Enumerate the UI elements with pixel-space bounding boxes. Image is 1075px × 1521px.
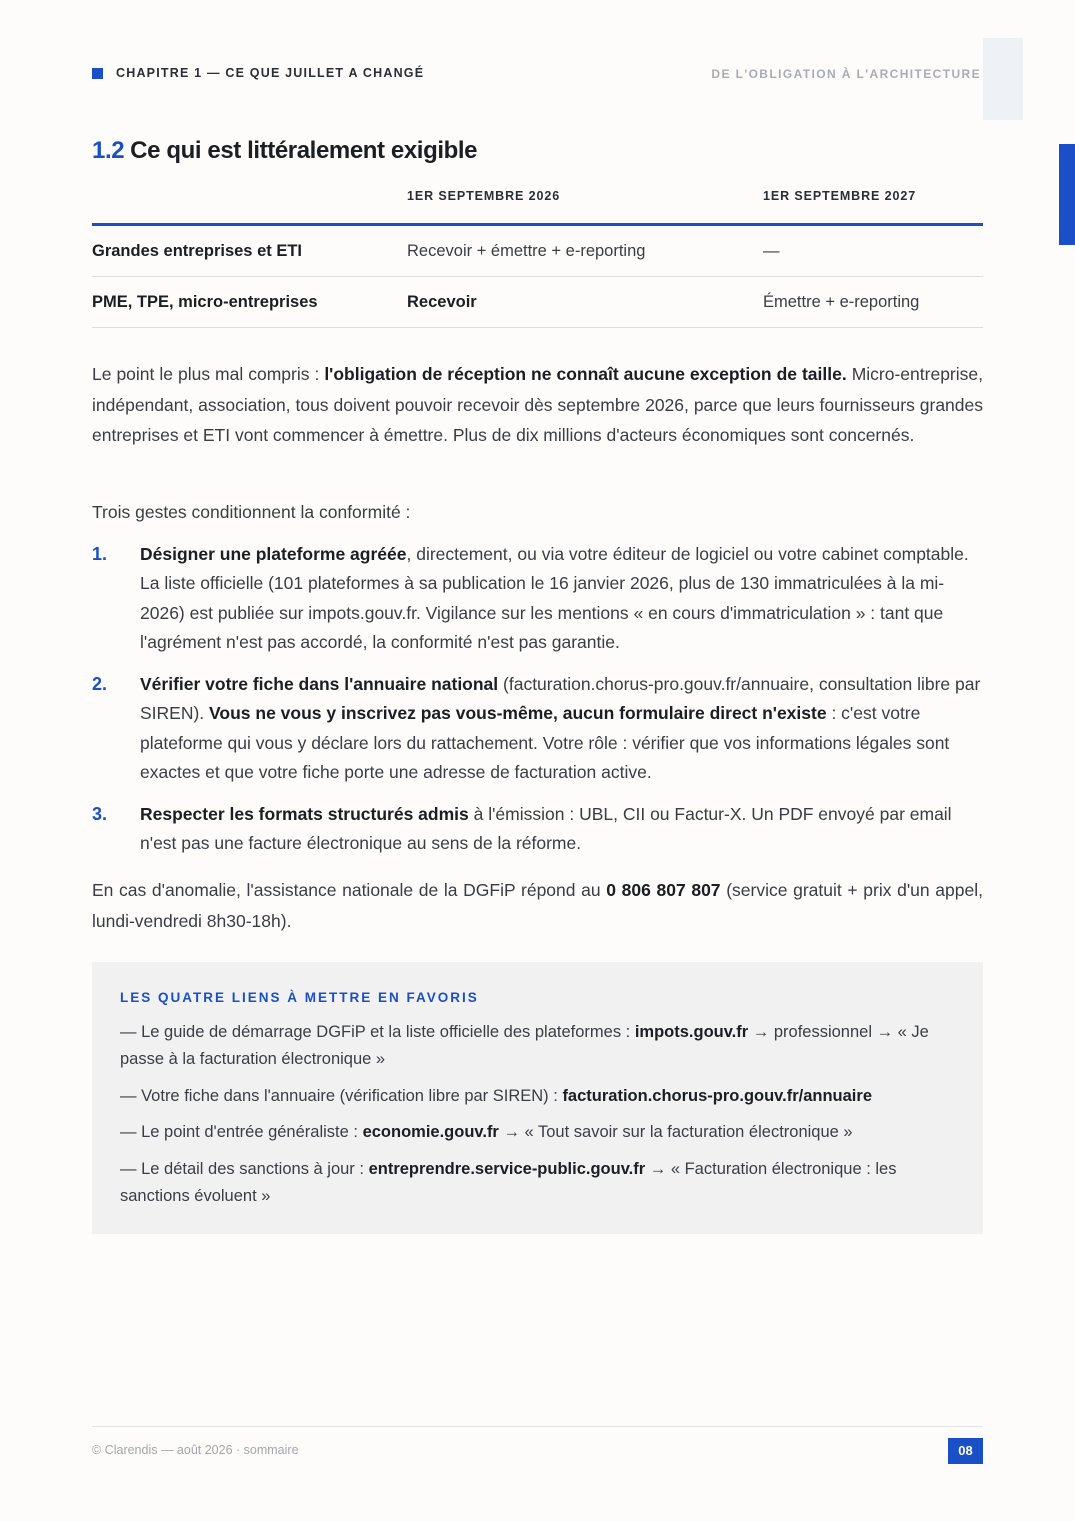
table-cell: — xyxy=(763,225,983,277)
steps-intro: Trois gestes conditionnent la conformité : xyxy=(92,502,411,522)
bookmark-item xyxy=(120,1119,960,1146)
bookmarks-box xyxy=(92,962,983,1234)
section-number: 1.2 xyxy=(92,137,125,164)
paragraph-text: Le point le plus mal compris : xyxy=(92,364,325,384)
bookmark-item xyxy=(120,1156,960,1210)
list-text xyxy=(140,540,983,657)
list-body: , directement, ou via votre éditeur de logiciel ou votre cabinet comptable. La liste officielle (101 plateformes à sa publication le 16 janvier 2026, plus de 130 immatriculées à la mi-2026) est publiée sur impots.gouv.fr. Vigilance sur les mentions « en cours d'immatriculation » : tant que l'agrément n'est pas accordé, la conformité n'est pas garantie. xyxy=(140,544,969,652)
bookmark-item xyxy=(120,1019,960,1073)
bookmark-text: — Le point d'entrée généraliste : xyxy=(120,1123,363,1141)
chapter-number-decoration xyxy=(983,38,1023,120)
bookmark-link: economie.gouv.fr xyxy=(362,1123,499,1141)
table-row-header: PME, TPE, micro-entreprises xyxy=(92,277,407,328)
list-number: 3. xyxy=(92,804,108,824)
paragraph-text: En cas d'anomalie, l'assistance nationale de la DGFiP répond au xyxy=(92,880,607,900)
paragraph-text: (service gratuit + prix d'un appel, lundi-vendredi 8h30-18h). xyxy=(92,880,983,931)
list-body: (facturation.chorus-pro.gouv.fr/annuaire, consultation libre par SIREN). xyxy=(140,674,981,724)
intro-paragraph xyxy=(92,359,983,451)
bookmark-link: entreprendre.service-public.gouv.fr xyxy=(368,1160,646,1178)
list-body: : c'est votre plateforme qui vous y déclare lors du rattachement. Votre rôle : vérifier que vos informations légales sont exactes et que votre fiche porte une adresse de facturation active. xyxy=(140,703,950,782)
section-title xyxy=(92,137,477,165)
bookmark-text: → « Facturation électronique : les sanctions évoluent » xyxy=(120,1160,897,1205)
bookmarks-title: LES QUATRE LIENS À METTRE EN FAVORIS xyxy=(120,990,479,1005)
list-number: 1. xyxy=(92,544,108,564)
footer-credit: © Clarendis — août 2026 · sommaire xyxy=(92,1443,299,1457)
bookmark-text: — Le guide de démarrage DGFiP et la liste officielle des plateformes : xyxy=(120,1023,635,1041)
list-body: à l'émission : UBL, CII ou Factur-X. Un PDF envoyé par email n'est pas une facture électronique au sens de la réforme. xyxy=(140,804,952,854)
bookmark-text: — Le détail des sanctions à jour : xyxy=(120,1160,369,1178)
table-cell: Recevoir xyxy=(407,277,763,328)
table-row-header: Grandes entreprises et ETI xyxy=(92,225,407,277)
obligations-table xyxy=(92,180,983,328)
table-header-row xyxy=(92,180,983,225)
paragraph-text: Micro-entreprise, indépendant, association, tous doivent pouvoir recevoir dès septembre 2026, parce que leurs fournisseurs grandes entreprises et ETI vont commencer à émettre. Plus de dix millions d'acteurs économiques sont concernés. xyxy=(92,364,983,445)
list-emphasis: Désigner une plateforme agréée xyxy=(140,544,407,564)
bookmark-text: — Votre fiche dans l'annuaire (vérification libre par SIREN) : xyxy=(120,1087,563,1105)
list-emphasis: Respecter les formats structurés admis xyxy=(140,804,469,824)
list-number: 2. xyxy=(92,674,108,694)
paragraph-emphasis: l'obligation de réception ne connaît aucune exception de taille. xyxy=(324,364,847,384)
bookmark-link: impots.gouv.fr xyxy=(634,1023,749,1041)
bookmark-link: facturation.chorus-pro.gouv.fr/annuaire xyxy=(562,1087,872,1105)
table-header-cell: 1ER SEPTEMBRE 2027 xyxy=(763,180,983,225)
side-tab-marker xyxy=(1059,144,1075,245)
table-cell: Émettre + e-reporting xyxy=(763,277,983,328)
bookmark-text: → « Tout savoir sur la facturation électronique » xyxy=(498,1123,853,1141)
table-header-cell xyxy=(92,180,407,225)
table-row xyxy=(92,225,983,277)
footer-divider xyxy=(92,1426,983,1427)
table-cell: Recevoir + émettre + e-reporting xyxy=(407,225,763,277)
phone-number: 0 806 807 807 xyxy=(606,880,721,900)
page-number-badge: 08 xyxy=(948,1438,983,1464)
table-header-cell: 1ER SEPTEMBRE 2026 xyxy=(407,180,763,225)
running-header-chapter: CHAPITRE 1 — CE QUE JUILLET A CHANGÉ xyxy=(116,66,425,80)
section-title-text: Ce qui est littéralement exigible xyxy=(130,137,478,164)
list-text xyxy=(140,670,983,787)
chapter-marker xyxy=(92,68,103,79)
assistance-paragraph xyxy=(92,875,983,936)
list-text xyxy=(140,800,983,859)
list-emphasis: Vérifier votre fiche dans l'annuaire national xyxy=(140,674,499,694)
list-emphasis: Vous ne vous y inscrivez pas vous-même, aucun formulaire direct n'existe xyxy=(209,703,827,724)
bookmark-item xyxy=(120,1083,960,1110)
running-header-title: DE L'OBLIGATION À L'ARCHITECTURE xyxy=(711,67,981,81)
bookmark-text: → professionnel → « Je passe à la facturation électronique » xyxy=(120,1023,929,1068)
table-row xyxy=(92,277,983,328)
